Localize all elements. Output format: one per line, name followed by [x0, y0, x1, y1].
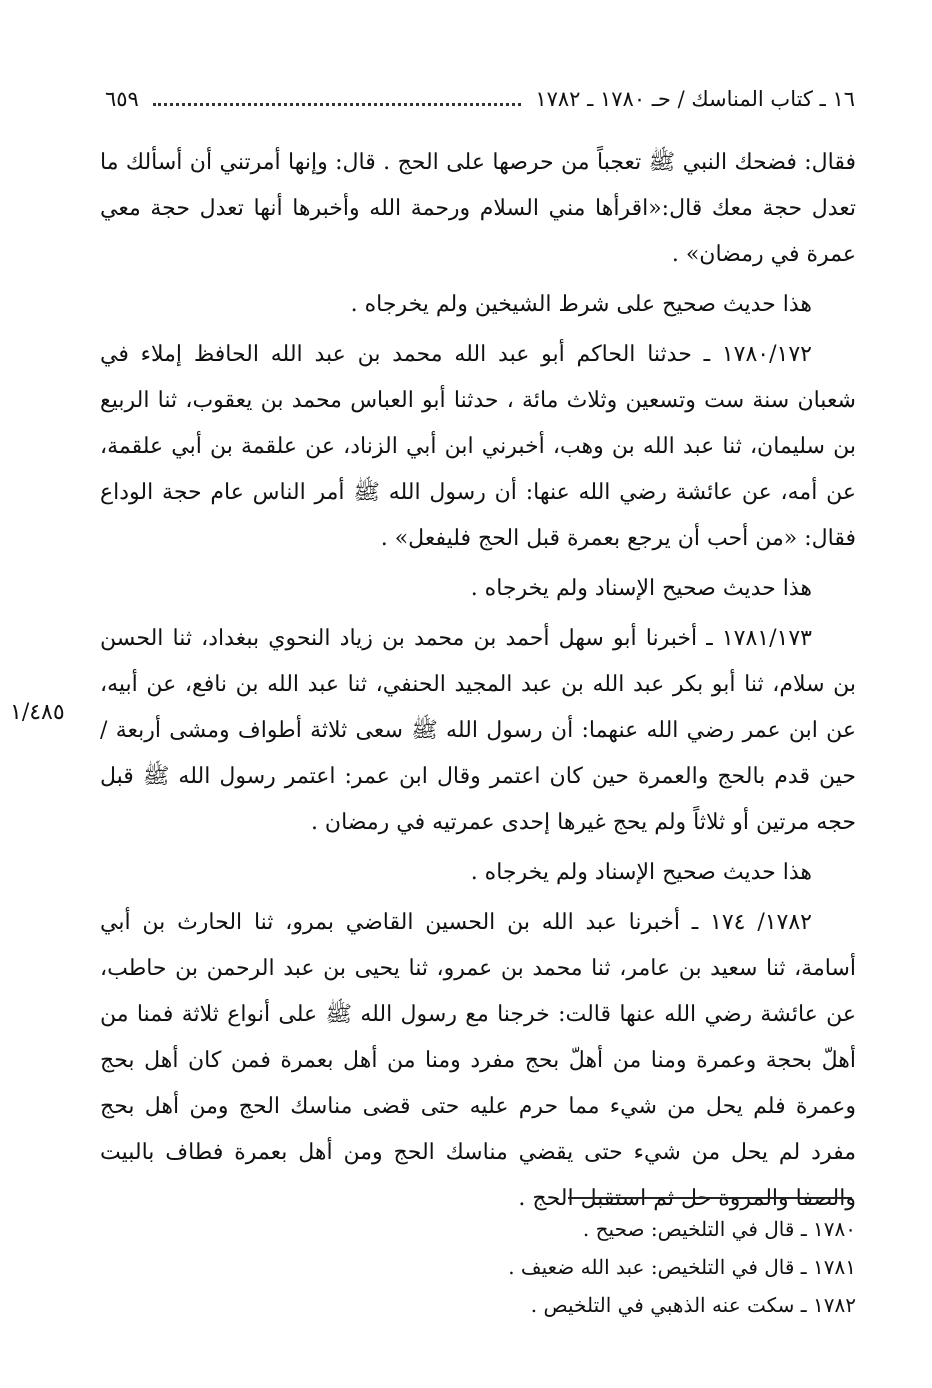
footnote-divider [568, 1197, 852, 1199]
verdict-line: هذا حديث صحيح على شرط الشيخين ولم يخرجاه . [350, 292, 812, 317]
footnote: ١٧٨١ ـ قال في التلخيص: عبد الله ضعيف . [508, 1255, 856, 1279]
page-header [105, 82, 855, 116]
verdict-line: هذا حديث صحيح الإسناد ولم يخرجاه . [470, 576, 812, 601]
footnotes [400, 1210, 856, 1324]
hadith-paragraph: ١٧٨١/١٧٣ ـ أخبرنا أبو سهل أحمد بن محمد بن زياد النحوي ببغداد، ثنا الحسن بن سلام، ثنا أبو بكر عبد الله بن عبد المجيد الحنفي، ثنا عبد الله بن نافع، عن أبيه، عن ابن عمر رضي الله عنهما: أن رسول الله ﷺ سعى ثلاثة أطواف ومشى أربعة / حين قدم بالحج والعمرة حين كان اعتمر وقال ابن عمر: اعتمر رسول الله ﷺ قبل حجه مرتين أو ثلاثاً ولم يحج غيرها إحدى عمرتيه في رمضان . [100, 626, 856, 835]
main-text [100, 140, 856, 1222]
footnote: ١٧٨٠ ـ قال في التلخيص: صحيح . [582, 1217, 856, 1241]
margin-page-reference: ١/٤٨٥ [10, 700, 65, 725]
header-dot-leader [153, 93, 522, 106]
verdict-line: هذا حديث صحيح الإسناد ولم يخرجاه . [470, 860, 812, 885]
running-title: ١٦ ـ كتاب المناسك / حـ ١٧٨٠ ـ ١٧٨٢ [535, 87, 855, 111]
hadith-paragraph: ١٧٨٢/ ١٧٤ ـ أخبرنا عبد الله بن الحسين القاضي بمرو، ثنا الحارث بن أبي أسامة، ثنا سعيد بن عامر، ثنا محمد بن عمرو، ثنا يحيى بن عبد الرحمن بن حاطب، عن عائشة رضي الله عنها قالت: خرجنا مع رسول الله ﷺ على أنواع ثلاثة فمنا من أهلّ بحجة وعمرة ومنا من أهلّ بحج مفرد ومنا من أهل بعمرة فمن كان أهل بحج وعمرة فلم يحل من شيء مما حرم عليه حتى قضى مناسك الحج ومن أهل بحج مفرد لم يحل من شيء حتى يقضي مناسك الحج ومن أهل بعمرة فطاف بالبيت والصفا والمروة حل ثم استقبل الحج . [100, 910, 857, 1211]
page-number: ٦٥٩ [105, 87, 139, 111]
footnote: ١٧٨٢ ـ سكت عنه الذهبي في التلخيص . [530, 1293, 856, 1317]
hadith-paragraph: ١٧٨٠/١٧٢ ـ حدثنا الحاكم أبو عبد الله محمد بن عبد الله الحافظ إملاء في شعبان سنة ست وتسعين وثلاث مائة ، حدثنا أبو العباس محمد بن يعقوب، ثنا الربيع بن سليمان، ثنا عبد الله بن وهب، أخبرني ابن أبي الزناد، عن علقمة بن أبي علقمة، عن أمه، عن عائشة رضي الله عنها: أن رسول الله ﷺ أمر الناس عام حجة الوداع فقال: «من أحب أن يرجع بعمرة قبل الحج فليفعل» . [100, 342, 856, 551]
body-paragraph: فقال: فضحك النبي ﷺ تعجباً من حرصها على الحج . قال: وإنها أمرتني أن أسألك ما تعدل حجة معك قال:«اقرأها مني السلام ورحمة الله وأخبرها أنها تعدل حجة معي عمرة في رمضان» . [100, 150, 857, 267]
